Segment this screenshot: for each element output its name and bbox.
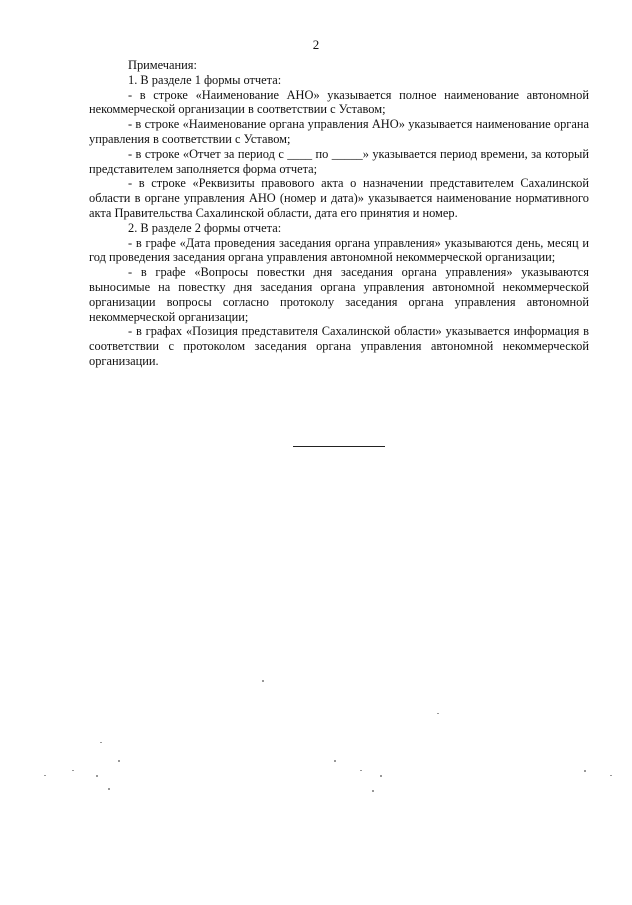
section1-item-body: - в строке «Наименование органа управления АНО» указывается наименование органа управления в соответствии с Уставом;	[89, 117, 589, 146]
section2-item-agenda: - в графе «Вопросы повестки дня заседания органа управления» указываются выносимые на повестку дня заседания органа управления автономной некоммерческой организации вопросы согласно протоколу заседания органа управления автономной некоммерческой организации;	[89, 265, 589, 324]
scan-speck	[44, 775, 46, 776]
scan-speck	[380, 775, 382, 777]
section1-item-act: - в строке «Реквизиты правового акта о назначении представителем Сахалинской области в органе управления АНО (номер и дата)» указывается наименование нормативного акта Правительства Сахалинской области, дата его принятия и номер.	[89, 176, 589, 220]
scan-speck	[334, 760, 336, 762]
scan-speck	[262, 680, 264, 682]
page-number: 2	[312, 37, 320, 52]
section2-title: 2. В разделе 2 формы отчета:	[128, 220, 282, 235]
notes-block	[89, 58, 589, 369]
closing-rule	[293, 446, 385, 447]
notes-heading: Примечания:	[128, 58, 197, 72]
scan-speck	[360, 770, 362, 771]
scan-speck	[437, 713, 439, 714]
section2-item-date: - в графе «Дата проведения заседания органа управления» указываются день, месяц и год проведения заседания органа управления автономной некоммерческой организации;	[89, 235, 589, 265]
scan-speck	[108, 788, 110, 790]
scan-speck	[72, 770, 74, 771]
scan-speck	[96, 775, 98, 777]
section2-item-position: - в графах «Позиция представителя Сахалинской области» указывается информация в соответствии с протоколом заседания органа управления автономной некоммерческой организации.	[89, 324, 589, 368]
section1-title: 1. В разделе 1 формы отчета:	[128, 72, 282, 87]
scan-speck	[118, 760, 120, 762]
scan-speck	[372, 790, 374, 792]
scan-speck	[100, 742, 102, 743]
section1-item-period: - в строке «Отчет за период с ____ по _____» указывается период времени, за который представителем заполняется форма отчета;	[89, 146, 589, 176]
scan-speck	[610, 775, 612, 776]
section1-item-name: - в строке «Наименование АНО» указывается полное наименование автономной некоммерческой организации в соответствии с Уставом;	[89, 87, 589, 117]
scan-speck	[584, 770, 586, 772]
